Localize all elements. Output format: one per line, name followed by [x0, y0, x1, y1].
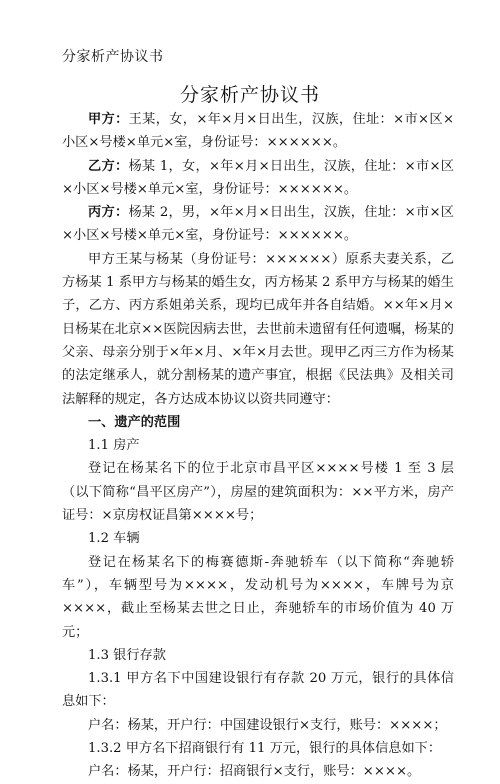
deposit-ccb-account: 户名：杨某，开户行：中国建设银行×支行，账号：××××； [88, 717, 447, 733]
deposit-cmb-account: 户名：杨某，开户行：招商银行×支行，账号：××××。 [88, 764, 421, 780]
party-a-text: 王某，女，×年×月×日出生，汉族，住址：×市×区×小区×号楼×单元×室，身份证号：××××××。 [62, 112, 455, 151]
subsection-heading-deposits: 1.3 银行存款 [88, 647, 166, 663]
intro-paragraph: 甲方王某与杨某（身份证号：××××××）原系夫妻关系，乙方杨某 1 系甲方与杨某的婚生女，丙方杨某 2 系甲方与杨某的婚生子，乙方、丙方系姐弟关系，现均已成年并各自结婚。××年×月×日杨某在北京××医院因病去世，去世前未遗留有任何遗嘱，杨某的父亲、母亲分别于×年×月、×年×月去世。现甲乙丙三方作为杨某的法定继承人，就分割杨某的遗产事宜，根据《民法典》及相关司法解释的规定，各方达成本协议以资共同遵守： [62, 251, 454, 407]
party-a-label: 甲方： [88, 112, 129, 127]
subsection-heading-vehicle: 1.2 车辆 [88, 531, 140, 547]
vehicle-paragraph: 登记在杨某名下的梅赛德斯-奔驰轿车（以下简称“奔驰轿车”），车辆型号为××××，发动机号为××××，车牌号为京××××，截止至杨某去世之日止，奔驰轿车的市场价值为 40 万元； [62, 554, 454, 640]
deposit-cmb-paragraph: 1.3.2 甲方名下招商银行有 11 万元，银行的具体信息如下： [88, 741, 442, 757]
document-body [62, 108, 454, 784]
property-paragraph: 登记在杨某名下的位于北京市昌平区××××号楼 1 至 3 层（以下简称“昌平区房产”），房屋的建筑面积为：××平方米，房产证号：×京房权证昌第××××号； [62, 461, 454, 524]
section-heading-estate-scope: 一、遗产的范围 [88, 414, 181, 430]
party-c [62, 201, 454, 248]
party-c-label: 丙方： [88, 205, 129, 221]
party-c-text: 杨某 2，男，×年×月×日出生，汉族，住址：×市×区×小区×号楼×单元×室，身份证号：××××××。 [62, 205, 454, 244]
subsection-heading-property: 1.1 房产 [88, 438, 140, 454]
party-b [62, 155, 454, 202]
party-b-text: 杨某 1，女，×年×月×日出生，汉族，住址：×市×区×小区×号楼×单元×室，身份证号：××××××。 [62, 158, 454, 197]
document-title: 分家析产协议书 [179, 84, 320, 106]
party-b-label: 乙方： [88, 158, 129, 174]
page-header: 分家析产协议书 [62, 49, 164, 65]
party-a [62, 108, 454, 155]
deposit-ccb-paragraph: 1.3.1 甲方名下中国建设银行有存款 20 万元，银行的具体信息如下： [62, 671, 454, 710]
